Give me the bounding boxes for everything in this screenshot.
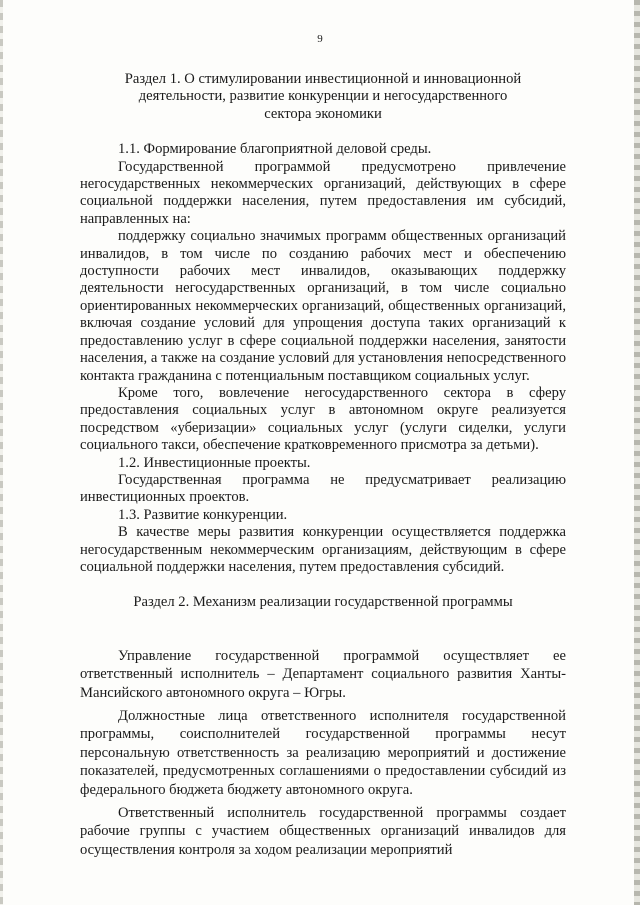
- paragraph: Управление государственной программой осуществляет ее ответственный исполнитель – Департамент социального развития Ханты-Мансийского автономного округа – Югры.: [80, 647, 566, 701]
- section-1-heading: [80, 71, 566, 123]
- paragraph: Кроме того, вовлечение негосударственного сектора в сферу предоставления социальных услуг в автономном округе реализуется посредством «уберизации» социальных услуг (услуги сиделки, услуги социального такси, обеспечение кратковременного присмотра за детьми).: [80, 384, 566, 454]
- subsection-1-1-title: 1.1. Формирование благоприятной деловой среды.: [118, 141, 432, 158]
- section-1-heading-line: сектора экономики: [264, 105, 382, 122]
- scan-edge-left: [0, 0, 3, 905]
- subsection-1-3-title: 1.3. Развитие конкуренции.: [118, 506, 288, 523]
- section-1-heading-line: Раздел 1. О стимулировании инвестиционной и инновационной: [124, 71, 522, 87]
- paragraph: Должностные лица ответственного исполнителя государственной программы, соисполнителей государственной программы несут персональную ответственность за реализацию мероприятий и достижение показателей, предусмотренных соглашениями о предоставлении субсидий из федерального бюджета бюджету автономного округа.: [80, 708, 566, 798]
- paragraph: поддержку социально значимых программ общественных организаций инвалидов, в том числе по созданию рабочих мест и обеспечению доступности рабочих мест инвалидов, оказывающих поддержку деятельности негосударственных организаций, в том числе социально ориентированных некоммерческих организаций, общественных организаций, включая создание условий для упрощения доступа таких организаций к предоставлению услуг в сфере социальной поддержки населения, занятости населения, а также на создание условий для установления непосредственного контакта гражданина с потенциальным поставщиком социальных услуг.: [80, 228, 566, 384]
- subsection-1-2-title: 1.2. Инвестиционные проекты.: [118, 454, 311, 471]
- paragraph: Государственной программой предусмотрено привлечение негосударственных некоммерческих организаций, действующих в сфере социальной поддержки населения, путем предоставления им субсидий, направленных на:: [80, 158, 566, 227]
- paragraph: Ответственный исполнитель государственной программы создает рабочие группы с участием общественных организаций инвалидов для осуществления контроля за ходом реализации мероприятий: [80, 805, 566, 858]
- scan-edge-right: [634, 0, 640, 905]
- page-number: 9: [317, 33, 323, 45]
- document-body: [80, 71, 566, 859]
- section-2-heading: Раздел 2. Механизм реализации государственной программы: [133, 594, 513, 611]
- section-1-heading-line: деятельности, развитие конкуренции и негосударственного: [138, 88, 508, 105]
- paragraph: В качестве меры развития конкуренции осуществляется поддержка негосударственным некоммерческим организациям, действующим в сфере социальной поддержки населения, путем предоставления субсидий.: [80, 524, 566, 575]
- paragraph: Государственная программа не предусматривает реализацию инвестиционных проектов.: [80, 471, 566, 506]
